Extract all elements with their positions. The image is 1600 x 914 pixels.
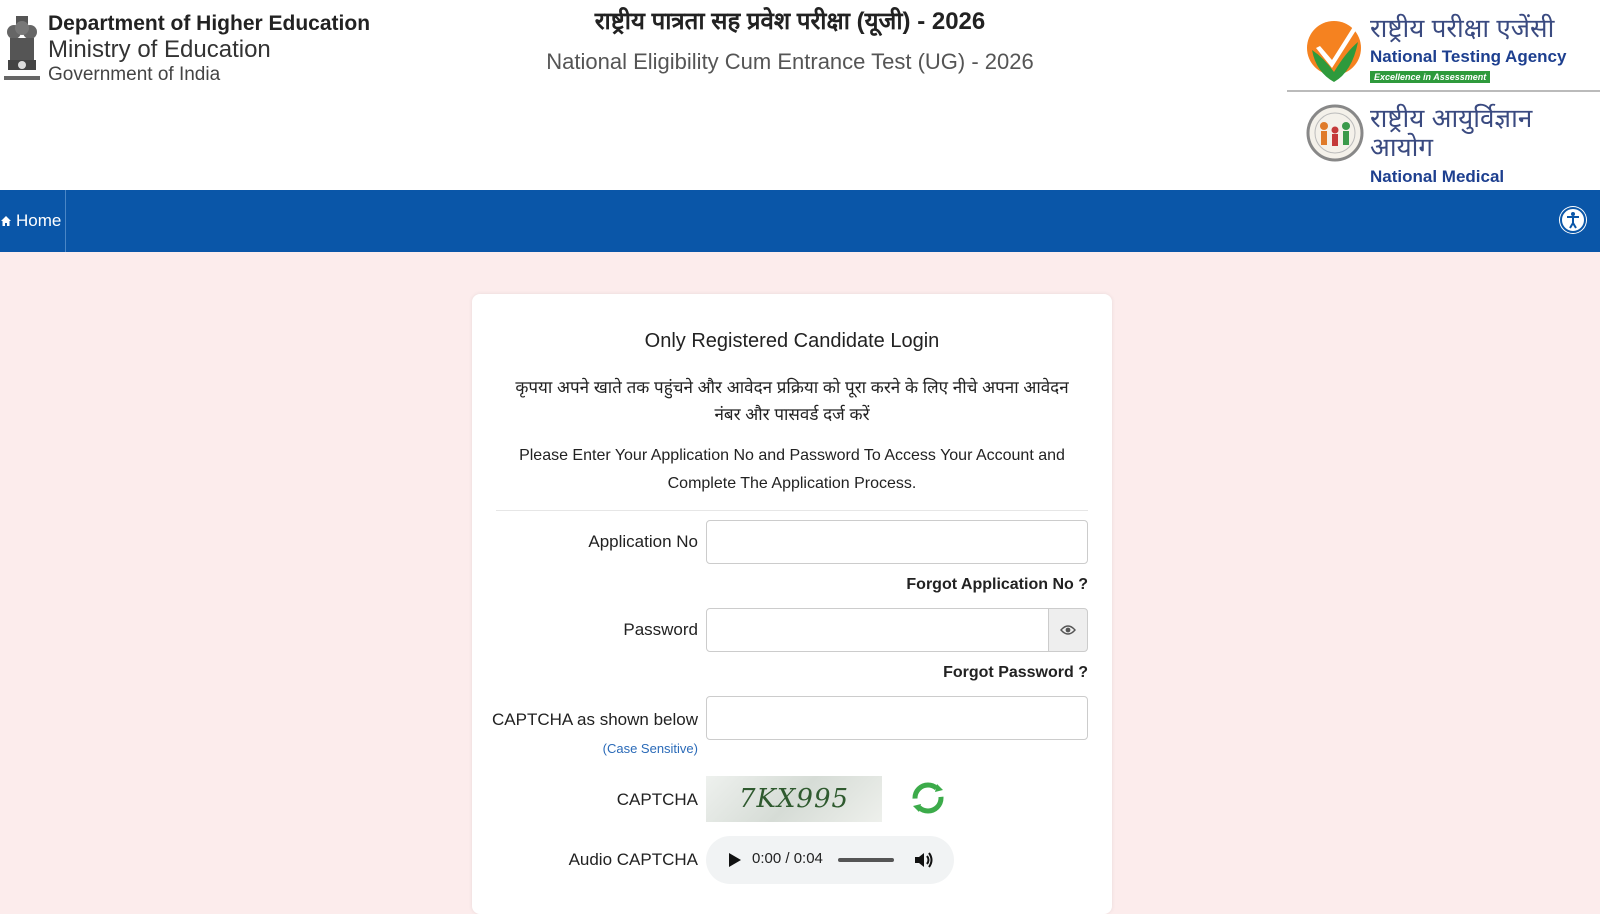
login-instructions-english: Please Enter Your Application No and Password To Access Your Account and Complete The Application Process. <box>519 447 1065 492</box>
case-sensitive-note: (Case Sensitive) <box>602 741 698 757</box>
ministry-branding <box>48 12 370 86</box>
nta-checkmark-logo-icon <box>1306 12 1362 84</box>
login-card <box>472 294 1112 914</box>
audio-time: 0:00 / 0:04 <box>752 850 823 867</box>
nmc-logo-block <box>1306 96 1596 187</box>
exam-title-hindi: राष्ट्रीय पात्रता सह प्रवेश परीक्षा (यूजी) - 2026 <box>594 8 986 35</box>
logo-divider <box>1287 90 1600 92</box>
department-title: Department of Higher Education <box>48 12 371 35</box>
audio-captcha-label: Audio CAPTCHA <box>568 850 698 869</box>
nta-name-english: National Testing Agency <box>1370 46 1567 66</box>
accessibility-button[interactable] <box>1559 206 1587 234</box>
password-input[interactable] <box>706 608 1049 652</box>
exam-title <box>460 4 1120 75</box>
nav-home-label: Home <box>16 211 62 230</box>
captcha-input-label <box>492 706 698 762</box>
national-emblem-icon <box>2 10 42 90</box>
login-instructions-hindi: कृपया अपने खाते तक पहुंचने और आवेदन प्रक्रिया को पूरा करने के लिए नीचे अपना आवेदन नंबर और पासवर्ड दर्ज करें <box>515 378 1069 425</box>
application-no-input[interactable] <box>706 520 1088 564</box>
nmc-name-hindi: राष्ट्रीय आयुर्विज्ञान आयोग <box>1370 103 1533 162</box>
nmc-seal-logo-icon <box>1306 96 1364 170</box>
forgot-password-link[interactable]: Forgot Password ? <box>943 664 1088 681</box>
nav-home-link[interactable] <box>0 190 66 252</box>
application-no-label: Application No <box>588 532 698 551</box>
play-icon[interactable] <box>724 850 744 870</box>
accessibility-icon <box>1559 206 1587 234</box>
audio-progress-bar[interactable] <box>838 858 894 862</box>
exam-title-english: National Eligibility Cum Entrance Test (UG) - 2026 <box>546 49 1034 74</box>
captcha-input-label-text: CAPTCHA as shown below <box>492 710 698 729</box>
nmc-name-english: National Medical <box>1370 167 1505 187</box>
password-label: Password <box>623 620 698 639</box>
nta-logo-block <box>1306 12 1596 92</box>
audio-captcha-player <box>706 836 954 884</box>
government-name: Government of India <box>48 63 221 85</box>
login-title: Only Registered Candidate Login <box>644 330 940 352</box>
site-header <box>0 0 1600 190</box>
captcha-input[interactable] <box>706 696 1088 740</box>
nta-tagline: Excellence in Assessment <box>1370 71 1490 83</box>
forgot-application-no-link[interactable]: Forgot Application No ? <box>906 576 1088 593</box>
refresh-icon[interactable] <box>910 776 946 820</box>
ministry-name: Ministry of Education <box>48 36 271 64</box>
main-navbar <box>0 190 1600 252</box>
password-visibility-toggle[interactable] <box>1048 608 1088 652</box>
captcha-image: 7KX995 <box>706 776 882 822</box>
captcha-label: CAPTCHA <box>616 790 698 809</box>
home-icon <box>0 215 12 227</box>
nta-name-hindi: राष्ट्रीय परीक्षा एजेंसी <box>1370 13 1555 43</box>
divider <box>496 510 1088 511</box>
volume-icon[interactable] <box>912 849 934 871</box>
eye-icon <box>1060 624 1076 636</box>
